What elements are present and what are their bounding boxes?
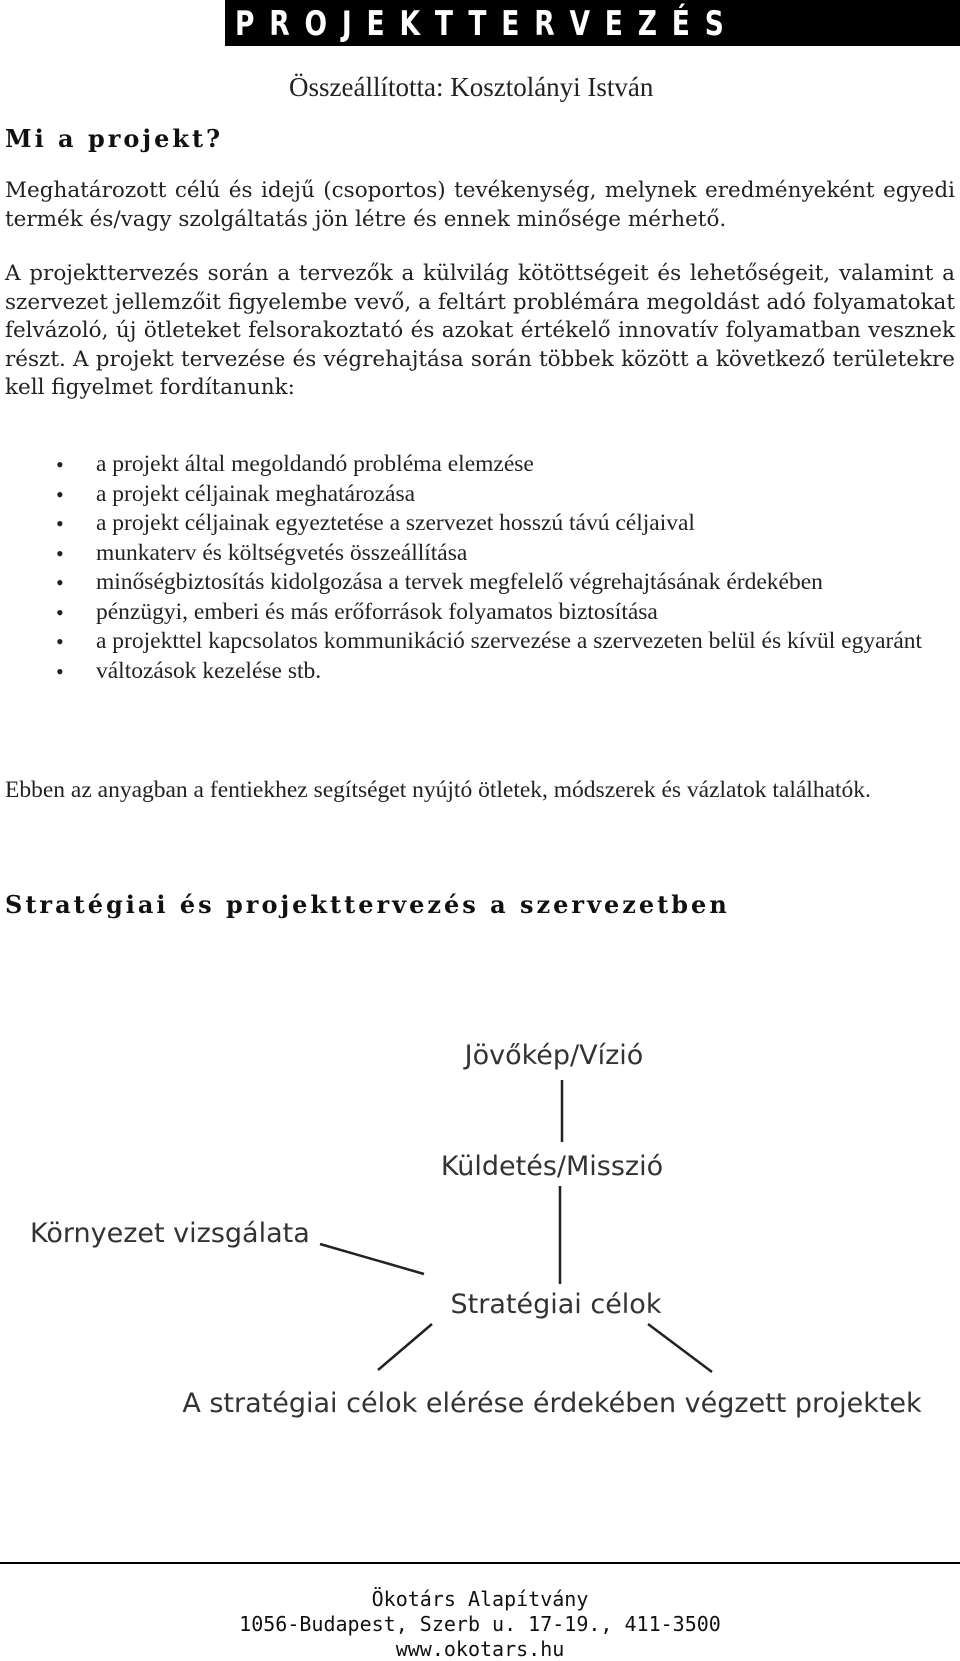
author-line: Összeállította: Kosztolányi István: [289, 72, 654, 102]
list-item: • változások kezelése stb.: [0, 657, 960, 687]
connector-environment-goals: [320, 1244, 424, 1274]
document-title: PROJEKTTERVEZÉS: [235, 4, 739, 44]
diagram-node-projects: A stratégiai célok elérése érdekében végzett projektek: [182, 1388, 922, 1419]
bullet-icon: •: [56, 570, 64, 595]
diagram-node-mission: Küldetés/Misszió: [440, 1151, 664, 1182]
footer-divider: [0, 1562, 960, 1564]
section-heading-strategy: Stratégiai és projekttervezés a szervezetben: [5, 890, 730, 919]
focus-areas-list: [0, 450, 960, 686]
definition-paragraph: Meghatározott célú és idejű (csoportos) tevékenység, melynek eredményeként egyedi termék és/vagy szolgáltatás jön létre és ennek minősége mérhető.: [5, 178, 955, 232]
diagram-node-goals: Stratégiai célok: [450, 1289, 662, 1320]
list-item: • pénzügyi, emberi és más erőforrások folyamatos biztosítása: [0, 598, 960, 628]
list-item: • munkaterv és költségvetés összeállítása: [0, 539, 960, 569]
bullet-icon: •: [56, 481, 64, 507]
list-item: • a projekt céljainak egyeztetése a szervezet hosszú távú céljaival: [0, 509, 960, 539]
bullet-icon: •: [56, 452, 64, 477]
diagram-node-vision: Jövőkép/Vízió: [464, 1040, 644, 1071]
bullet-icon: •: [56, 658, 64, 684]
footer-organization: Ökotárs Alapítvány: [371, 1587, 589, 1611]
diagram-node-environment: Környezet vizsgálata: [30, 1218, 310, 1249]
bullet-icon: •: [56, 629, 64, 654]
section-heading-project: Mi a projekt?: [5, 124, 224, 153]
bullet-icon: •: [56, 599, 64, 625]
connector-goals-projects-right: [648, 1324, 712, 1372]
footer-website-link[interactable]: www.okotars.hu: [395, 1637, 565, 1661]
list-item: • a projekt által megoldandó probléma elemzése: [0, 450, 960, 480]
connector-goals-projects-left: [378, 1324, 432, 1370]
bullet-icon: •: [56, 540, 64, 566]
closing-paragraph: Ebben az anyagban a fentiekhez segítséget nyújtó ötletek, módszerek és vázlatok találhatók.: [5, 777, 871, 803]
list-item: • a projekt céljainak meghatározása: [0, 480, 960, 510]
intro-paragraph: A projekttervezés során a tervezők a külvilág kötöttségeit és lehetőségeit, valamint a szervezet jellemzőit figyelembe vevő, a feltárt problémára megoldást adó folyamatokat felvázoló, új ötleteket felsorakoztató és azokat értékelő innovatív folyamatban vesznek részt. A projekt tervezése és végrehajtása során többek között a következő területekre kell figyelmet fordítanunk:: [5, 261, 955, 400]
footer-address: 1056-Budapest, Szerb u. 17-19., 411-3500: [239, 1612, 721, 1636]
title-banner: [225, 0, 960, 46]
list-item: • a projekttel kapcsolatos kommunikáció szervezése a szervezeten belül és kívül egyaránt: [0, 627, 960, 657]
strategy-diagram: [0, 1020, 960, 1440]
bullet-icon: •: [56, 511, 64, 536]
list-item: • minőségbiztosítás kidolgozása a tervek megfelelő végrehajtásának érdekében: [0, 568, 960, 598]
